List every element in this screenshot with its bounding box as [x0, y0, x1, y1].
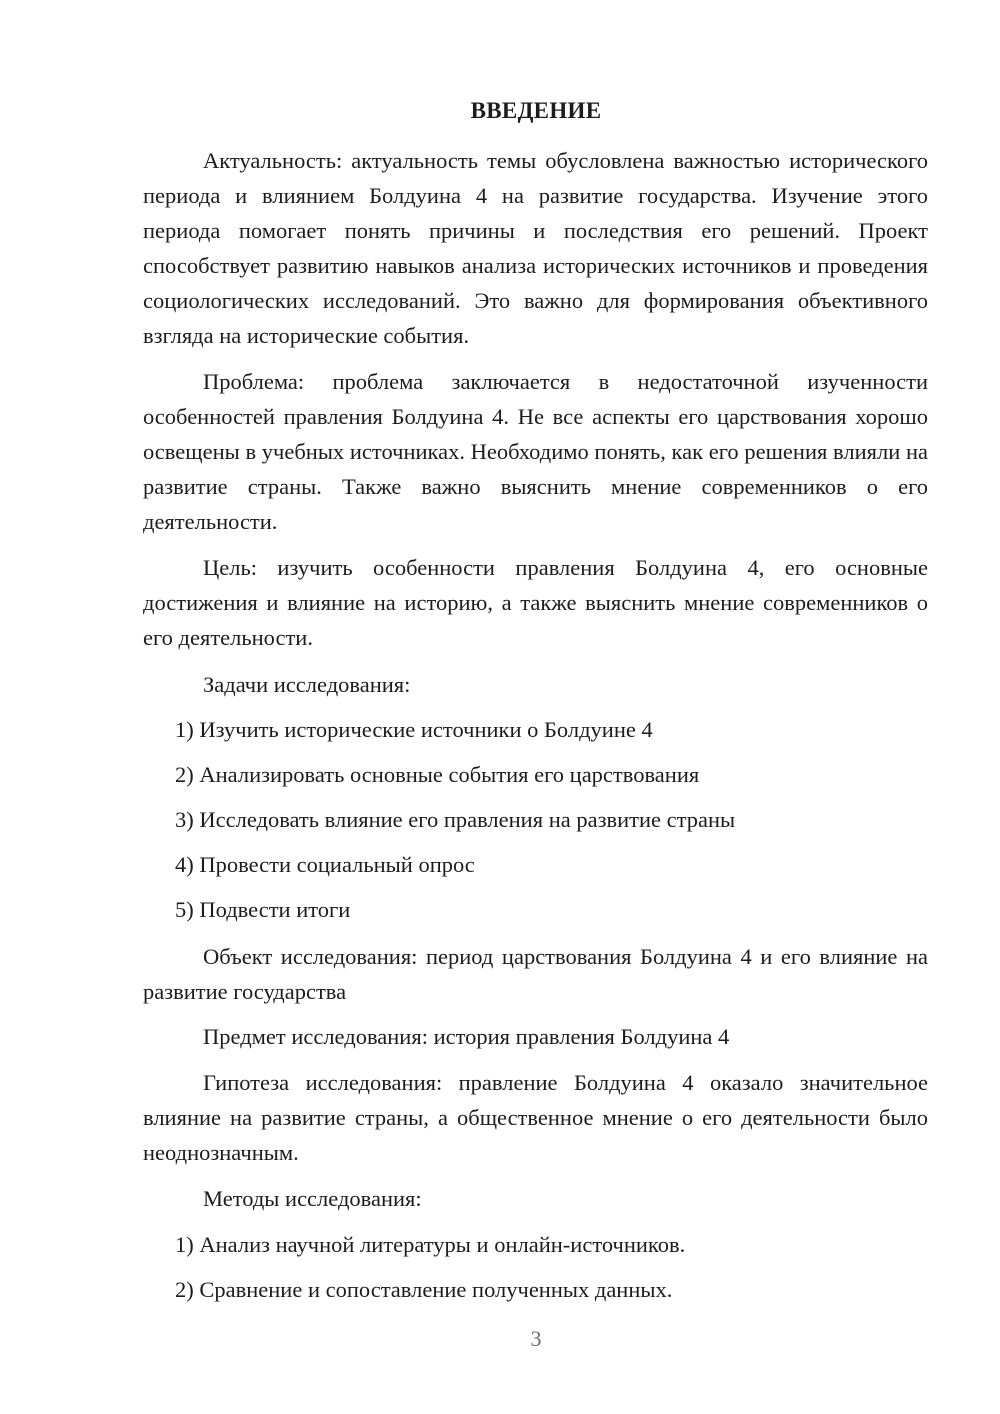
- goal-paragraph: Цель: изучить особенности правления Болдуина 4, его основные достижения и влияние на историю, а также выяснить мнение современников о его деятельности.: [143, 555, 928, 650]
- list-item: 2) Анализировать основные события его царствования: [175, 762, 700, 787]
- page-title: ВВЕДЕНИЕ: [470, 98, 602, 123]
- hypothesis-block: [143, 1065, 928, 1170]
- tasks-heading: Задачи исследования:: [203, 672, 411, 697]
- page-number: 3: [530, 1326, 542, 1351]
- tasks-heading-block: [143, 667, 928, 702]
- problem-paragraph: Проблема: проблема заключается в недостаточной изученности особенностей правления Болдуина 4. Не все аспекты его царствования хорошо освещены в учебных источниках. Необходимо понять, как его решения влияли на развитие страны. Также важно выяснить мнение современников о его деятельности.: [143, 369, 928, 534]
- relevance-block: [143, 143, 928, 353]
- list-item: 3) Исследовать влияние его правления на развитие страны: [175, 807, 736, 832]
- tasks-list: [143, 712, 928, 927]
- list-item: 1) Анализ научной литературы и онлайн-источников.: [175, 1232, 686, 1257]
- problem-block: [143, 364, 928, 539]
- methods-heading-block: [143, 1181, 928, 1216]
- list-item: 2) Сравнение и сопоставление полученных данных.: [175, 1277, 673, 1302]
- methods-list: [143, 1227, 928, 1307]
- object-paragraph: Объект исследования: период царствования Болдуина 4 и его влияние на развитие государства: [143, 944, 928, 1004]
- methods-heading: Методы исследования:: [203, 1186, 422, 1211]
- list-item: 5) Подвести итоги: [175, 897, 351, 922]
- subject-block: [143, 1019, 928, 1054]
- subject-paragraph: Предмет исследования: история правления Болдуина 4: [203, 1024, 730, 1049]
- list-item: 4) Провести социальный опрос: [175, 852, 475, 877]
- goal-block: [143, 550, 928, 655]
- relevance-paragraph: Актуальность: актуальность темы обусловлена важностью исторического периода и влиянием Болдуина 4 на развитие государства. Изучение этого периода помогает понять причины и последствия его решений. Проект способствует развитию навыков анализа исторических источников и проведения социологических исследований. Это важно для формирования объективного взгляда на исторические события.: [143, 148, 928, 348]
- list-item: 1) Изучить исторические источники о Болдуине 4: [175, 717, 653, 742]
- hypothesis-paragraph: Гипотеза исследования: правление Болдуина 4 оказало значительное влияние на развитие страны, а общественное мнение о его деятельности было неоднозначным.: [143, 1070, 928, 1165]
- object-block: [143, 939, 928, 1009]
